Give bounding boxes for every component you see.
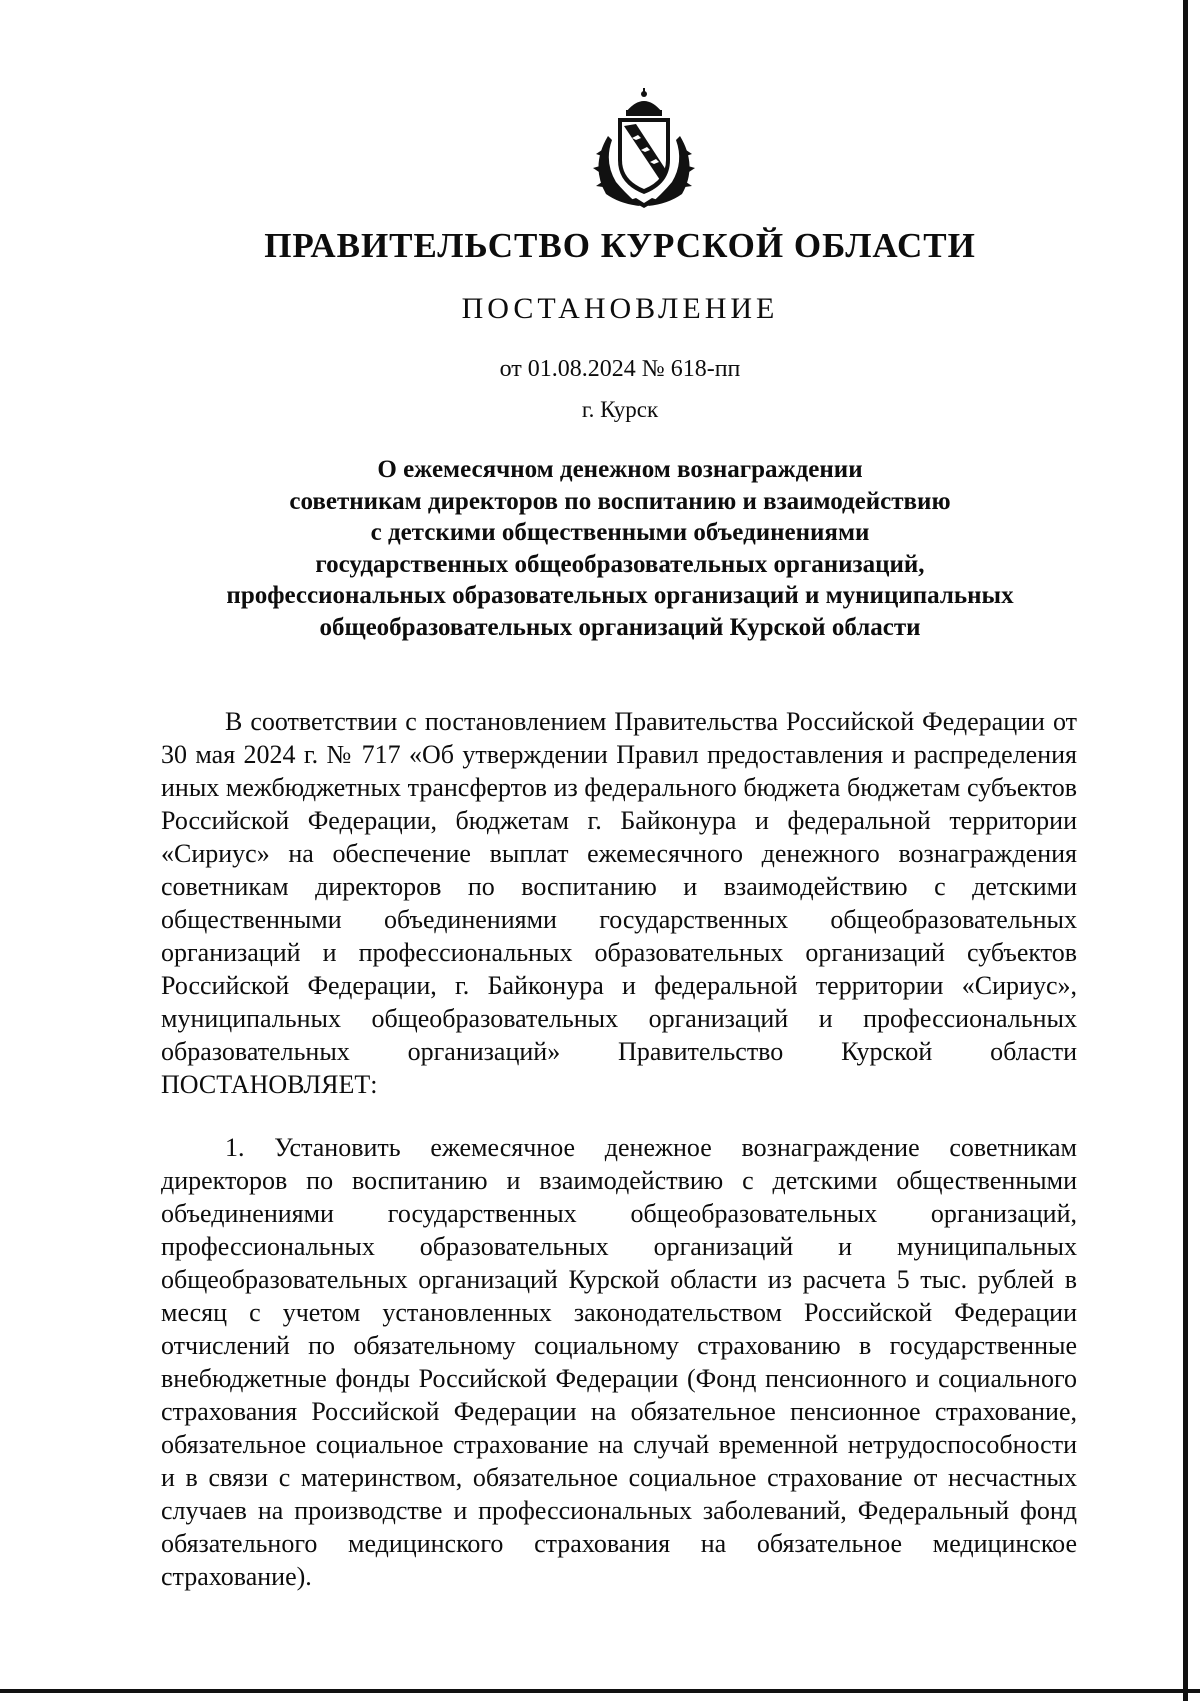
title-line: государственных общеобразовательных организаций,	[315, 550, 925, 578]
coat-of-arms-icon	[586, 86, 702, 210]
document-number: от 01.08.2024 № 618-пп	[499, 356, 741, 382]
preamble-paragraph: В соответствии с постановлением Правительства Российской Федерации от 30 мая 2024 г. № 717 «Об утверждении Правил предоставления и распределения иных межбюджетных трансфертов из федерального бюджета бюджетам субъектов Российской Федерации, бюджетам г. Байконура и федеральной территории «Сириус» на обеспечение выплат ежемесячного денежного вознаграждения советникам директоров по воспитанию и взаимодействию с детскими общественными объединениями государственных общеобразовательных организаций и профессиональных образовательных организаций субъектов Российской Федерации, г. Байконура и федеральной территории «Сириус», муниципальных общеобразовательных организаций и профессиональных образовательных организаций» Правительство Курской области ПОСТАНОВЛЯЕТ:	[161, 707, 1077, 1099]
clause-1-paragraph: 1. Установить ежемесячное денежное вознаграждение советникам директоров по воспитанию и взаимодействию с детскими общественными объединениями государственных общеобразовательных организаций, профессиональных образовательных организаций и муниципальных общеобразовательных организаций Курской области из расчета 5 тыс. рублей в месяц с учетом установленных законодательством Российской Федерации отчислений по обязательному социальному страхованию в государственные внебюджетные фонды Российской Федерации (Фонд пенсионного и социального страхования Российской Федерации на обязательное пенсионное страхование, обязательное социальное страхование на случай временной нетрудоспособности и в связи с материнством, обязательное социальное страхование от несчастных случаев на производстве и профессиональных заболеваний, Федеральный фонд обязательного медицинского страхования на обязательное медицинское страхование).	[161, 1133, 1077, 1591]
title-line: общеобразовательных организаций Курской области	[319, 613, 921, 641]
document-title	[110, 454, 1130, 644]
organization-name: ПРАВИТЕЛЬСТВО КУРСКОЙ ОБЛАСТИ	[264, 226, 976, 265]
document-type: ПОСТАНОВЛЕНИЕ	[461, 292, 779, 325]
title-line: советникам директоров по воспитанию и взаимодействию	[289, 487, 951, 515]
document-city: г. Курск	[581, 397, 659, 422]
title-line: с детскими общественными объединениями	[370, 519, 870, 547]
scan-edge-right	[1183, 0, 1188, 1701]
scan-edge-bottom	[0, 1689, 1200, 1693]
title-line: профессиональных образовательных организаций и муниципальных	[226, 582, 1014, 610]
title-line: О ежемесячном денежном вознаграждении	[377, 456, 863, 483]
